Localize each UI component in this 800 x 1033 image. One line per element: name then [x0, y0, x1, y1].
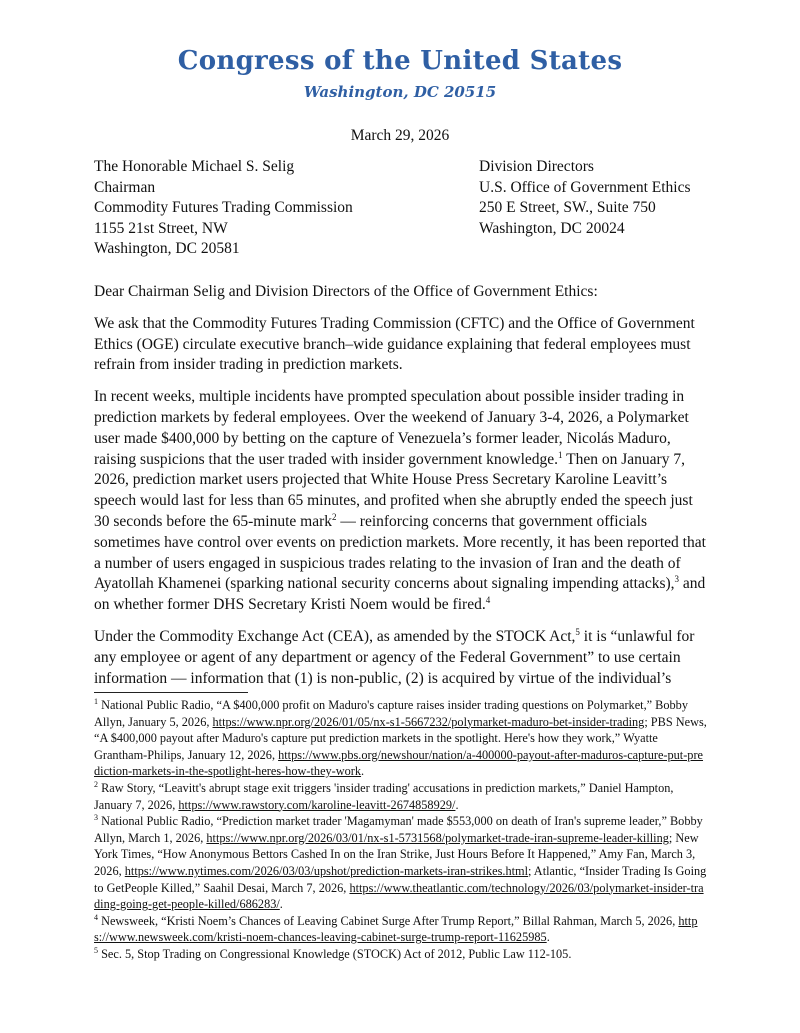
footnote-number: 2 [94, 779, 98, 789]
footnote-link[interactable]: https://www.theatlantic.com/technology/2026/03/polymarket-insider-trading-going-get-people-killed/686283/ [94, 880, 704, 912]
recipient-line: Chairman [94, 178, 156, 196]
paragraph-text: Then on January 7, 2026, prediction market users projected that White House Press Secretary Karoline Leavitt’s speech would last for less than 65 minutes, and profited when she abruptly ended the speech just 30 seconds before the 65-minute mark [94, 450, 693, 530]
recipient-address-left [94, 157, 353, 260]
footnote-text: . [279, 897, 283, 912]
letterhead-title: Congress of the United States [177, 46, 623, 76]
footnote-text: National Public Radio, “Prediction market trader 'Magamyman' made $553,000 on death of Iran's supreme leader,” Bobby Allyn, March 1, 2026, [94, 814, 703, 845]
footnote-text: National Public Radio, “A $400,000 profit on Maduro's capture raises insider trading questions on Polymarket,” Bobby Allyn, January 5, 2026, [94, 698, 688, 729]
letter-body [94, 282, 706, 700]
footnote-text: Sec. 5, Stop Trading on Congressional Knowledge (STOCK) Act of 2012, Public Law 112-105. [98, 946, 572, 961]
footnote-text: . [546, 930, 550, 945]
footnote-link[interactable]: https://www.npr.org/2026/03/01/nx-s1-5731568/polymarket-trade-iran-supreme-leader-killing [206, 830, 669, 845]
footnote-text: ; Atlantic, “Insider Trading Is Going to GetPeople Killed,” Saahil Desai, March 7, 2026, [94, 863, 707, 895]
footnote-ref[interactable]: 3 [674, 574, 680, 585]
footnotes [94, 697, 709, 963]
salutation: Dear Chairman Selig and Division Directors of the Office of Government Ethics: [94, 283, 598, 300]
paragraph-incidents [94, 387, 706, 616]
footnote-2 [94, 780, 709, 813]
footnote-link[interactable]: https://www.newsweek.com/kristi-noem-chances-leaving-cabinet-surge-trump-report-11625985 [94, 913, 698, 945]
footnote-ref[interactable]: 1 [558, 449, 563, 460]
footnote-link[interactable]: https://www.npr.org/2026/01/05/nx-s1-5667232/polymarket-maduro-bet-insider-trading [212, 714, 645, 729]
footnote-number: 1 [94, 696, 98, 706]
paragraph-text: — reinforcing concerns that government officials sometimes have control over events on prediction markets. More recently, it has been reported that a number of users engaged in suspicious trades relating to the invasion of Iran and the death of Ayatollah Khamenei (sparking national security concerns about signaling impending attacks), [94, 512, 706, 593]
footnote-link[interactable]: https://www.rawstory.com/karoline-leavitt-2674858929/ [178, 797, 456, 812]
footnote-ref[interactable]: 5 [575, 626, 580, 637]
paragraph-cea [94, 627, 706, 689]
recipient-line: Division Directors [479, 158, 594, 175]
footnote-link[interactable]: https://www.pbs.org/newshour/nation/a-400000-payout-after-maduros-capture-put-prediction-markets-in-the-spotlight-heres-how-they-work [94, 747, 704, 779]
paragraph-text: it is “unlawful for any employee or agent of any department or agency of the Federal Government” to use certain information — information that (1) is non-public, (2) is acquired by virtue of the individual’s [94, 627, 695, 687]
recipient-line: Commodity Futures Trading Commission [94, 199, 353, 216]
footnote-number: 3 [94, 813, 98, 823]
footnote-number: 4 [94, 912, 98, 922]
footnote-ref[interactable]: 4 [485, 595, 491, 605]
footnote-text: Raw Story, “Leavitt's abrupt stage exit triggers 'insider trading' accusations in prediction markets,” Daniel Hampton, January 7, 2026, [94, 780, 674, 812]
footnote-3 [94, 813, 709, 913]
footnote-text: ; PBS News, “A $400,000 payout after Maduro's capture put prediction markets in the spotlight. Here's how they work,” Wyatte Grantham-Philips, January 12, 2026, [94, 714, 707, 762]
recipient-line: U.S. Office of Government Ethics [479, 178, 691, 196]
footnote-divider [94, 692, 248, 693]
recipient-line: 1155 21st Street, NW [94, 219, 228, 237]
footnote-5 [94, 946, 709, 963]
footnote-4 [94, 913, 709, 946]
recipient-line: Washington, DC 20024 [479, 219, 625, 237]
footnote-text: . [455, 797, 459, 812]
paragraph-text: In recent weeks, multiple incidents have prompted speculation about possible insider trading in prediction markets by federal employees. Over the weekend of January 3-4, 2026, a Polymarket user made $400,000 by betting on the capture of Venezuela’s former leader, Nicolás Maduro, raising suspicions that the user traded with insider government knowledge. [94, 388, 689, 468]
footnote-ref[interactable]: 2 [332, 511, 337, 522]
recipient-line: 250 E Street, SW., Suite 750 [479, 199, 656, 216]
recipient-line: Washington, DC 20581 [94, 240, 240, 257]
paragraph-text: Under the Commodity Exchange Act (CEA), as amended by the STOCK Act, [94, 627, 576, 645]
footnote-link[interactable]: https://www.nytimes.com/2026/03/03/upshot/prediction-markets-iran-strikes.html [124, 863, 528, 878]
footnote-1 [94, 697, 709, 780]
footnote-number: 5 [94, 945, 98, 955]
recipient-line: The Honorable Michael S. Selig [94, 158, 295, 175]
footnote-text: Newsweek, “Kristi Noem’s Chances of Leaving Cabinet Surge After Trump Report,” Billal Rahman, March 5, 2026, [98, 913, 679, 928]
footnote-text: . [361, 764, 365, 779]
paragraph-request: We ask that the Commodity Futures Trading Commission (CFTC) and the Office of Government Ethics (OGE) circulate executive branch–wide guidance explaining that federal employees must refrain from insider trading in prediction markets. [94, 314, 695, 374]
letterhead-subtitle: Washington, DC 20515 [303, 83, 497, 101]
letter-date: March 29, 2026 [350, 127, 450, 144]
recipient-address-right [479, 157, 691, 239]
footnote-text: ; New York Times, “How Anonymous Bettors Cashed In on the Iran Strike, Just Hours Before It Happened,” Amy Fan, March 3, 2026, [94, 830, 699, 878]
letterhead [0, 44, 800, 102]
paragraph-text: and on whether former DHS Secretary Kristi Noem would be fired. [94, 575, 706, 614]
